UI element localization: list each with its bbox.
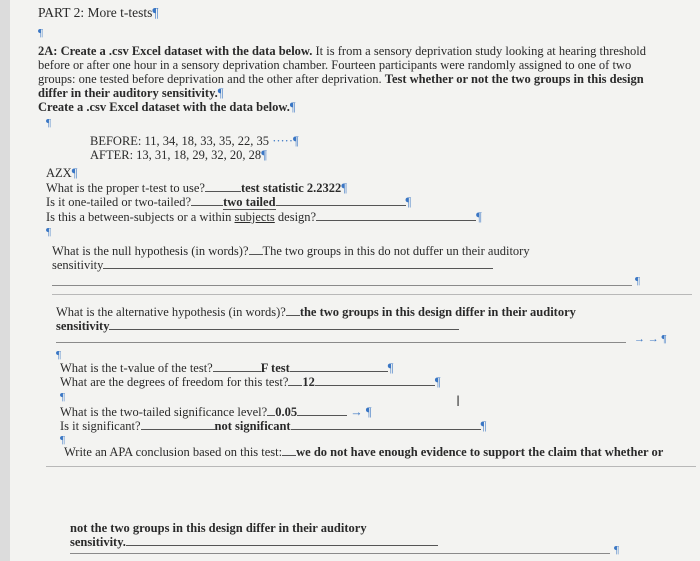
question-degrees-freedom: What are the degrees of freedom for this test? 12 ¶ (60, 375, 441, 389)
question-null-hypothesis: What is the null hypothesis (in words)? The two groups in this do not duffer un their auditory (52, 244, 530, 258)
pilcrow-mark: ¶ (46, 226, 51, 238)
intro-line-2: before or after one hour in a sensory deprivation chamber. Fourteen participants were randomly assigned to one of two (38, 58, 632, 72)
answer-alt-hypothesis-cont: sensitivity (56, 319, 459, 333)
answer-t-value: F test (260, 361, 290, 375)
pilcrow-mark: ¶ (38, 27, 43, 39)
pilcrow-mark: ¶ (152, 5, 159, 20)
question-tails: Is it one-tailed or two-tailed? two tailed ¶ (46, 195, 412, 209)
pilcrow-mark: ¶ (46, 117, 51, 129)
answer-significance-level: 0.05 (275, 405, 298, 419)
intro-line-4: differ in their auditory sensitivity.¶ (38, 86, 224, 100)
question-t-value: What is the t-value of the test? F test ¶ (60, 361, 394, 375)
instruction-line: Create a .csv Excel dataset with the data below.¶ (38, 100, 296, 114)
pilcrow-mark: ¶ (56, 349, 61, 361)
answer-significant: not significant (214, 419, 291, 433)
section-divider (46, 466, 696, 467)
section-divider (52, 294, 692, 295)
answer-null-hypothesis: The two groups in this do not duffer un their auditory (262, 244, 530, 258)
answer-line (52, 285, 632, 286)
answer-apa-conclusion: we do not have enough evidence to support the claim that whether or (296, 445, 664, 459)
pilcrow-mark: ¶ (60, 434, 65, 446)
answer-test-type: test statistic 2.2322 (240, 181, 342, 195)
pilcrow-mark: ¶ (635, 275, 640, 287)
answer-degrees-freedom: 12 (302, 375, 315, 389)
question-design: Is this a between-subjects or a within subjects design? ¶ (46, 210, 482, 224)
part-title-text: PART 2: More t-tests (38, 5, 153, 20)
pilcrow-mark: ¶ (60, 391, 65, 403)
question-apa-conclusion: Write an APA conclusion based on this test: we do not have enough evidence to support the claim that whether or (64, 445, 664, 459)
after-data: AFTER: 13, 31, 18, 29, 32, 20, 28¶ (90, 148, 267, 162)
question-significance-level: What is the two-tailed significance level? 0.05 → ¶ (60, 405, 372, 419)
text-cursor-icon: I (456, 394, 461, 410)
question-significant: Is it significant? not significant ¶ (60, 419, 487, 433)
azx-label: AZX¶ (46, 166, 78, 180)
intro-line-3: groups: one tested before deprivation and the other after deprivation. Test whether or not the two groups in this design (38, 72, 644, 86)
before-data: BEFORE: 11, 34, 18, 33, 35, 22, 35 ·····¶ (90, 134, 299, 148)
answer-null-hypothesis-cont: sensitivity (52, 258, 493, 272)
answer-line (56, 342, 626, 343)
answer-alt-hypothesis: the two groups in this design differ in their auditory (299, 305, 576, 319)
intro-line-1: 2A: Create a .csv Excel dataset with the data below. It is from a sensory deprivation study looking at hearing threshold (38, 44, 647, 58)
question-alt-hypothesis: What is the alternative hypothesis (in words)? the two groups in this design differ in their auditory (56, 305, 576, 319)
part-title (38, 6, 158, 20)
tab-arrows: → → ¶ (634, 333, 667, 345)
answer-apa-conclusion-cont-1: not the two groups in this design differ in their auditory (70, 521, 367, 535)
answer-line (70, 553, 610, 554)
answer-tails: two tailed (223, 195, 276, 209)
question-test-type: What is the proper t-test to use? test statistic 2.2322¶ (46, 181, 347, 195)
answer-apa-conclusion-cont-2: sensitivity. (70, 535, 438, 549)
document-page (10, 0, 700, 561)
pilcrow-mark: ¶ (614, 544, 619, 556)
